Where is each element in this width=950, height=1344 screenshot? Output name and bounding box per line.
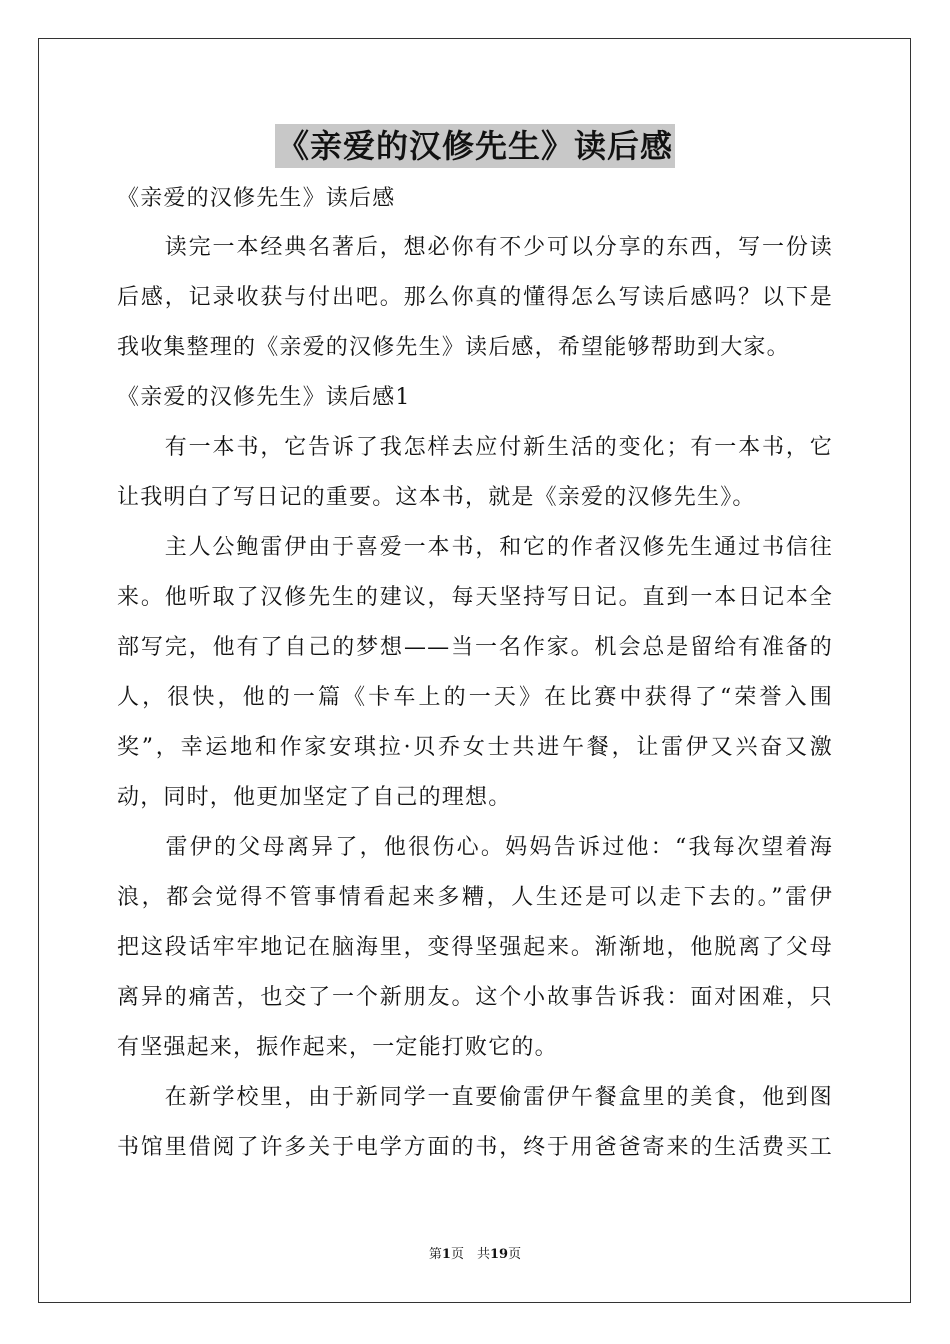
body-line: 离异的痛苦，也交了一个新朋友。这个小故事告诉我：面对困难，只 (117, 985, 833, 1010)
body-line: 让我明白了写日记的重要。这本书，就是《亲爱的汉修先生》。 (117, 485, 756, 510)
body-line: 有坚强起来，振作起来，一定能打败它的。 (117, 1035, 558, 1060)
body-line: 来。他听取了汉修先生的建议，每天坚持写日记。直到一本日记本全 (117, 585, 833, 610)
document-title-wrap (0, 124, 950, 168)
footer-page-current: 1 (441, 1247, 451, 1262)
body-line: 人，很快，他的一篇《卡车上的一天》在比赛中获得了“荣誉入围 (117, 685, 833, 710)
intro-line: 后感，记录收获与付出吧。那么你真的懂得怎么写读后感吗？以下是 (117, 285, 833, 310)
body-line: 主人公鲍雷伊由于喜爱一本书，和它的作者汉修先生通过书信往 (117, 535, 833, 560)
footer-page-suffix: 页 (508, 1247, 522, 1262)
body-line: 书馆里借阅了许多关于电学方面的书，终于用爸爸寄来的生活费买工 (117, 1135, 833, 1160)
footer-page-prefix: 第 (428, 1247, 442, 1262)
body-line: 把这段话牢牢地记在脑海里，变得坚强起来。渐渐地，他脱离了父母 (117, 935, 833, 960)
page-border (38, 38, 911, 1303)
footer-page-total: 19 (489, 1247, 509, 1262)
body-line: 雷伊的父母离异了，他很伤心。妈妈告诉过他：“我每次望着海 (117, 835, 833, 860)
body-line: 奖”，幸运地和作家安琪拉·贝乔女士共进午餐，让雷伊又兴奋又激 (117, 735, 833, 760)
footer-page-mid: 页 共 (450, 1247, 490, 1262)
body-line: 在新学校里，由于新同学一直要偷雷伊午餐盒里的美食，他到图 (117, 1085, 833, 1110)
body-line: 部写完，他有了自己的梦想——当一名作家。机会总是留给有准备的 (117, 635, 833, 660)
body-line: 动，同时，他更加坚定了自己的理想。 (117, 785, 512, 810)
intro-line: 读完一本经典名著后，想必你有不少可以分享的东西，写一份读 (117, 235, 833, 260)
body-line: 有一本书，它告诉了我怎样去应付新生活的变化；有一本书，它 (117, 435, 833, 460)
subtitle: 《亲爱的汉修先生》读后感 (117, 186, 396, 211)
page-footer (0, 1246, 950, 1264)
body-line: 浪，都会觉得不管事情看起来多糟，人生还是可以走下去的。”雷伊 (117, 885, 833, 910)
section-heading: 《亲爱的汉修先生》读后感1 (117, 385, 411, 410)
intro-line: 我收集整理的《亲爱的汉修先生》读后感，希望能够帮助到大家。 (117, 335, 790, 360)
document-title: 《亲爱的汉修先生》读后感 (275, 124, 675, 168)
